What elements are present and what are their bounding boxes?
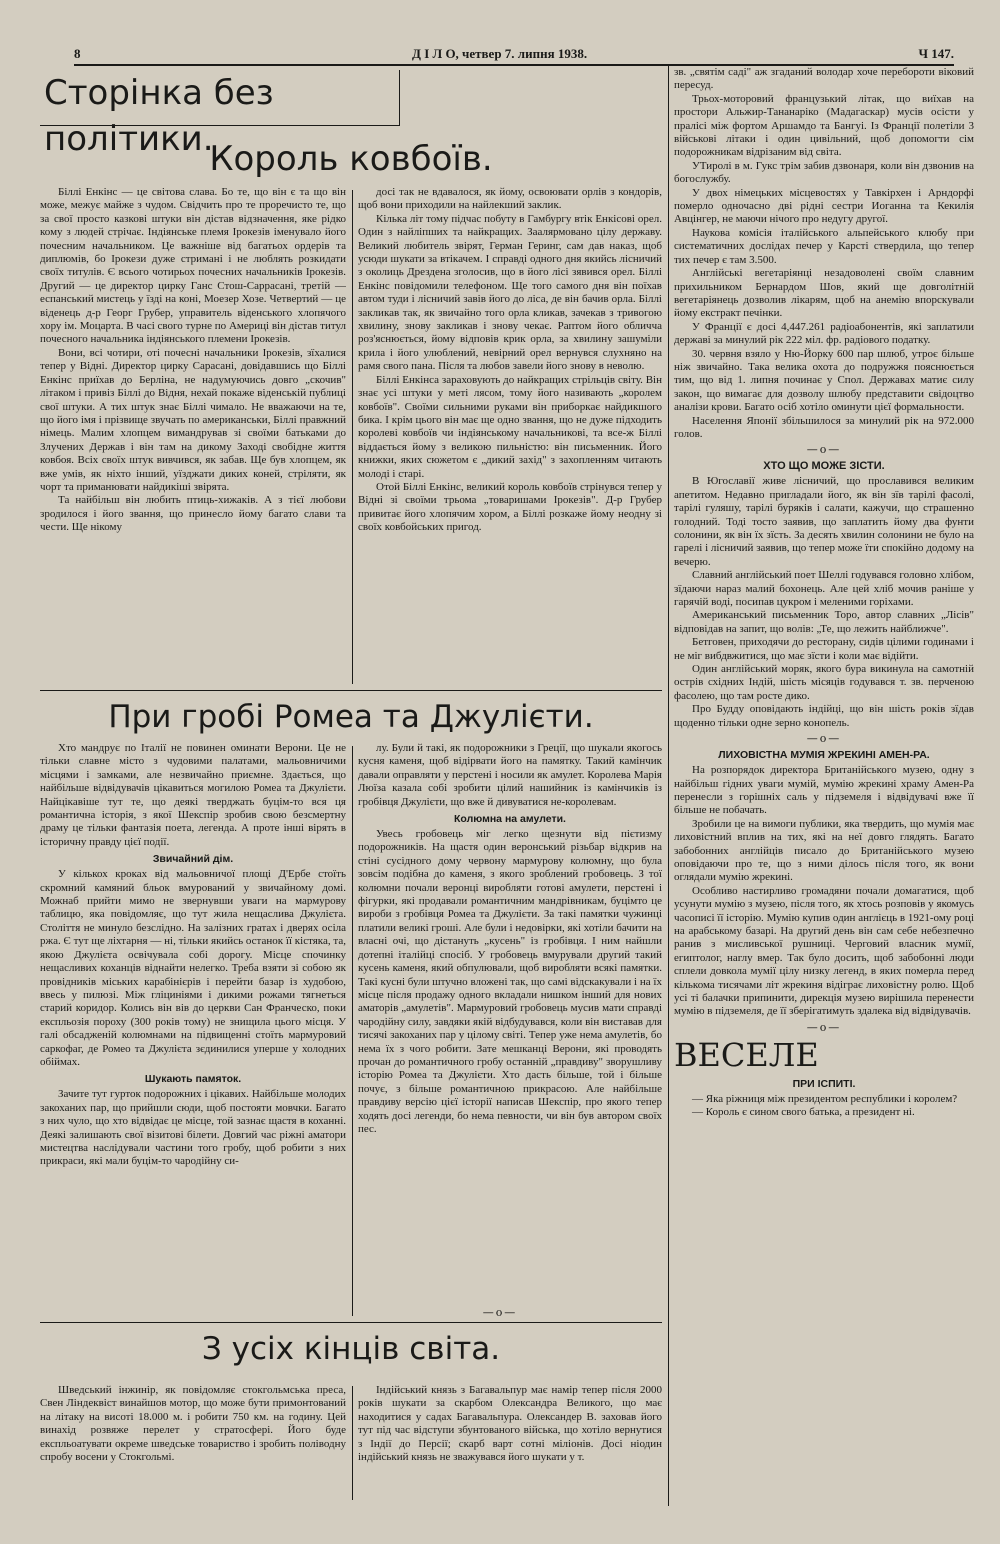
paragraph: Індійський князь з Багавальпур має намір тепер після 2000 років шукати за скарбом Олександра Великого, що має находитися у садах Багавальпура. Олександер В. заховав його тут під час відступи збунтованого війська, що хотіло вернутися з Індії до Персії; скарб варт сотні міліонів. Досі ніодин індійський князь не зважувався його шукати у т. bbox=[358, 1384, 662, 1464]
column-rule bbox=[352, 190, 353, 684]
news-item: Англійські вегетаріянці незадоволені своїм славним прихильником Бернардом Шов, який ще довголітній вегетаріянець дозволив лікарям, щоб на анемію впорскували йому екстракт печінки. bbox=[674, 267, 974, 320]
jokes-subheading: ПРИ ІСПИТІ. bbox=[792, 1077, 856, 1090]
paragraph: Особливо настирливо громадяни почали домагатися, щоб усунути мумію з музею, після того, як хтось розповів у якомусь часописі її історію. Мумію купив один англієць в 1921-ому році на арабському базарі. На другий день він сам себе небезпечно ранив з мисливської рушниці. Черговий власник мумії, египтолог, наглу вмер. Так було досить, щоб забобонні люди сплели довкола мумії цілу низку легенд, в яких померла перед кількома тисячами літ жрекиня відіграє лиховістну ролю. Щоб усі ті балачки припинити, дирекція музею вирішила перенести мумію в підземеля, де її зберігатимуть здалека від відвідувачів. bbox=[674, 884, 974, 1018]
paragraph: Хто мандрує по Італії не повинен оминати Верони. Це не тільки славне місто з чудовими палатами, мальовничими місцями і замками, але незвичайно приємне. Здається, що найбільше відвідувачів цікавиться могилою Ромеа та Джулієти. Найцікавіше тут те, що деякі тверджать буцім-то вся ця романтична історія, з якої Шекспір зробив свою безсмертну драму це тільки фантазія поета, легенда. А проте інші вірять в історичну правду цієї події. bbox=[40, 742, 346, 848]
joke-line: — Король є сином свого батька, а президент ні. bbox=[692, 1106, 915, 1119]
joke-line: — Яка ріжниця між президентом республики і королем? bbox=[692, 1092, 958, 1105]
horizontal-rule bbox=[40, 690, 662, 691]
paragraph: Кілька літ тому підчас побуту в Гамбургу втік Енкісові орел. Один з найліпших та найкращих. Заалярмовано цілу державу. Великий любитель звірят, Герман Геринг, сам дав наказ, щоб усюди шукати за втікачем. І справді одного дня якийсь лісничий з околиць Дрездена зголосив, що в його лісі зявився орел. Біллі Енкінс повідомили телефоном. Ще того самого дня він поїхав автом туди і лісничий завів його до ліса, де він бачив орла. Біллі закликав так, як звичайно того орла кликав, зачекав з тривогою хвилину, знову закликав і знову чекає. Раптом його обличча роз'яснюється, йому відповів крик орла, за хвилину зашуміли крила і його улюблений, невірний орел вернувся слухняно на рамя свого пана. Після та любов завели його знову в неволю. bbox=[358, 212, 662, 373]
issue-number: Ч 147. bbox=[918, 46, 954, 61]
paragraph: Біллі Енкінса зараховують до найкращих стрільців світу. Він знає усі штуки у меті лясом, тому його називають „королем ковбоїв". Своїми сильними руками він приборкає найдикшого бика. І крім цього він має ще одно звання, що не дуже підходить королеві ковбоїв чи індіянському начальникові, та все-ж Біллі віддається йому з великою пильністю: він письменник. Його книжки, яких сюжетом є „дикий захід" з захопленням читають молоді і старі. bbox=[358, 373, 662, 480]
news-item: 30. червня взяло у Ню-Йорку 600 пар шлюб, утроє більше ніж звичайно. Така велика охота до подружжя пояснюється тим, що від 1. липня починає у Спол. Державах матиє силу закон, що вимагає для дозволу шлюбу представити свідоцтво аналізи крови. Багато осіб хотіло оминути цієї формальности. bbox=[674, 347, 974, 414]
paragraph: Про Будду оповідають індійці, що він шість років зїдав щоденно тільки одне зерно конопель. bbox=[674, 703, 974, 729]
paragraph: Зробили це на вимоги публики, яка твердить, що мумія має лиховістний вплив на тих, які на неї довго глядять. Багато забобонних англійців писало до Британійського музею оповідаючи про те, що з ними ділось після того, як вони оглядали мумію жрекині. bbox=[674, 817, 974, 884]
paragraph: лу. Були й такі, як подорожники з Греції, що шукали якогось кусня каменя, щоб відірвати його на памятку. Такий камінчик давали оправляти у перстені і носили як амулет. Королева Марія Люїза казала собі зробити цілий нашийник із камінчиків із гробівця Джулієти, що вже й дивуватися не-королевам. bbox=[358, 742, 662, 808]
paragraph: Бетговен, приходячи до ресторану, сидів цілими годинами і не міг вибдвжитися, що має зїсти і коли має відійти. bbox=[674, 636, 974, 662]
paragraph: На розпорядок директора Британійського музею, одну з найбільш гідних уваги мумій, мумію жрекині храму Амен-Ра перенесли з горішніх саль у підземеля і відвідувачі вже її більше не побачать. bbox=[674, 764, 974, 817]
paragraph: досі так не вдавалося, як йому, освоювати орлів з кондорів, щоб вони приходили на найлекший заклик. bbox=[358, 186, 662, 212]
paragraph: Шведський інжинір, як повідомляє стокгольмська преса, Свен Ліндеквіст винайшов мотор, що може бути примонтований на літаку на висоті 18.000 м. і робити 750 км. на годину. Цей винахід розвяже перелет у стратосфері. Його буде експльоатувати окреме шведське товариство і зробить поліводну спробу восени у Стокгольмі. bbox=[40, 1384, 346, 1464]
section-heading-box bbox=[40, 70, 400, 159]
subheading-mummy: ЛИХОВІСТНА МУМІЯ ЖРЕКИНІ АМЕН-РА. bbox=[718, 749, 930, 762]
paragraph: Та найбільш він любить птиць-хижаків. А з тієї любови зродилося і його звання, що принесло йому багато слави та чести. Ще нікому bbox=[40, 494, 346, 534]
article-title-cowboy: Король ковбоїв. bbox=[209, 139, 493, 179]
article-title-romeo: При гробі Ромеа та Джулієти. bbox=[108, 699, 594, 735]
paragraph: Отой Біллі Енкінс, великий король ковбоїв стрінувся тепер у Відні зі своїми трьома „товаришами Ірокезів". Д-р Грубер привитає його хлопячим хором, а Біллі розкаже йому неодну зі своїх ковбойських пригод. bbox=[358, 480, 662, 534]
column-rule bbox=[668, 66, 669, 1506]
news-item: Населення Японії збільшилося за минулий рік на 972.000 голов. bbox=[674, 414, 974, 440]
right-column bbox=[674, 66, 974, 1506]
paragraph: Вони, всі чотири, отi почесні начальники Ірокезів, зїхалися тепер у Відні. Директор цирку Сарасані, довідавшись що Біллі Енкінс приїхав до Берліна, не надумуючись довго „скочив" літаком і привіз Біллі до Відня, нехай покаже віденській публиці свої штуки. А тих штук знає Біллі чимало. Не вважаючи на те, що його імя і прізвище звучать по американськи, Біллі правжний німець. Малим хлопцем вимандрував зі своїми батьками до Злучених Держав і він там на дикому Заході свобідне життя ковбоя. Всіх своїх штук вивчився, як забав. Ще був хлопцем, як вже умів, як ніхто інший, уїзджати диких коней, стріляти, як чорт та приманювати найдикіші звірята. bbox=[40, 346, 346, 493]
cowboy-column-1 bbox=[40, 186, 346, 686]
world-column-2 bbox=[358, 1384, 662, 1504]
news-item: У Франції є досі 4,447.261 радіоабонентів, які заплатили державі за минулий рік 222 міл. фр. радіового податку. bbox=[674, 320, 974, 347]
news-item: У двох німецьких місцевостях у Тавкірхен і Арндорфі померло одночасно дві рідні сестри Иоганна та Кекилія Авцінгер, не маючи нічого про недугу другої. bbox=[674, 186, 974, 226]
subheading: Звичайний дім. bbox=[152, 853, 234, 866]
column-rule bbox=[352, 746, 353, 1316]
divider-mark: —о— bbox=[806, 1020, 842, 1034]
column-rule bbox=[352, 1386, 353, 1500]
section-title: Сторінка без політики. bbox=[44, 73, 274, 159]
divider-mark: —о— bbox=[482, 1306, 518, 1319]
masthead: Д І Л О, четвер 7. липня 1938. bbox=[412, 46, 588, 61]
news-item: Трьох-моторовий французький літак, що виїхав на простори Альжир-Тананаріко (Мадагаскар) мусів осісти у пралісі між фортом Аршамдо та Бангуі. Із Франції полетіли 3 військові літаки і один цивільний, щоб допомогти сім подорожникам відрізаним від світа. bbox=[674, 92, 974, 159]
news-item: УТиролі в м. Гукс трім забив дзвонаря, коли він дзвонив на богослужбу. bbox=[674, 159, 974, 186]
paragraph: У кількох кроках від мальовничої площі Д'Ербе стоїть скромний камяний бльок вмурований у звичайному домі. Можнаб прийти мимо не звернувши уваги на мармурову таблицю, яка повідомляє, що тут жила нещаслива Джулієта. Століття не минуло безслідно. На залізних гратах і дверях осіла ржа. Є тут ще ліхтарня — ні, тільки якийсь останок її кістяка, та, якою Джулієта освічувала собі дорогу. Місце спочинку нещасливих коханців віднайти нелегко. Треба взяти зі собою як провідників міських карабінієрів і перейти базар із худобою, ввесь у пилюзі. Між гліциніями і дикими рожами тягнеться старий коридор. Колись він вів до церкви Сан Франческо, поки експльозія пороху (300 років тому) не знищила цього місця. У галі обсадженій колюмнами на підвищенні стоїть мармуровий саркофаг, де Ромео та Джулієта зєдинилися уперше у холодних обіймах. bbox=[40, 868, 346, 1068]
article-title-world: З усіх кінців світа. bbox=[201, 1331, 501, 1367]
romeo-column-1 bbox=[40, 742, 346, 1318]
cowboy-column-2 bbox=[358, 186, 662, 686]
news-item: Наукова комісія італійського альпейського клюбу при систематичних дослідах печер у Карсті ствердила, що тепер тих печер є там 3.500. bbox=[674, 226, 974, 266]
paragraph: В Югославії живе лісничий, що прославився великим апетитом. Недавно пригладали його, як він зїв тарілі фасолі, тарілі гуляшу, тарілі буряків і салати, кажучи, що страшенно голодний. Тоді тоcто заявив, що заплатить йому два фунти солонини, як він їх зїсть. За десять хвилин солонини не було на гарелі і лісничий заявив, що тепер може їти спокійно додому на вечерю. bbox=[674, 475, 974, 568]
paragraph: Зачите тут гурток подорожних і цікавих. Найбільше молодих закоханих пар, що прийшли сюди, щоб постояти мовчки. Багато з них чуло, що хто відвідає це місце, той зазнає щастя в коханні. Деякі залишають свої візитові білети. Довгий час ріжні аматори мистецтва наслідували частини того гробу, щоб робити з них прикраси, які мали буцім-то чародійну си- bbox=[40, 1088, 346, 1168]
divider-mark: —о— bbox=[806, 443, 842, 457]
subheading: Колюмна на амулети. bbox=[454, 813, 566, 826]
paragraph: Один англійський моряк, якого бура викинула на самотній острів східних Індій, шість місяців годувався т. зв. перченою фасолею, що там росте дико. bbox=[674, 663, 974, 702]
jokes-title: ВЕСЕЛЕ bbox=[674, 1035, 819, 1074]
page-number: 8 bbox=[74, 46, 81, 61]
horizontal-rule bbox=[40, 1322, 662, 1323]
world-column-1 bbox=[40, 1384, 346, 1504]
paragraph: Славний англійський поет Шеллі годувався головно хлібом, зїдаючи нараз малий бохонець. Але цей хліб мочив раніше у гарячій воді, посипав цукром і меленими горіхами. bbox=[674, 569, 974, 609]
running-header bbox=[74, 46, 954, 66]
romeo-column-2 bbox=[358, 742, 662, 1314]
paragraph: Американський письменник Торо, автор славних „Лісів" відповідав на запит, що волів: „Те, що лежить найближче". bbox=[674, 609, 974, 635]
subheading: Шукають памяток. bbox=[144, 1073, 242, 1086]
subheading-eat: ХТО ЩО МОЖЕ ЗІСТИ. bbox=[763, 460, 885, 473]
paragraph: Увесь гробовець міг легко щезнути від пієтизму подорожників. На щастя один веронський різьбар відкрив на стіні сусідного дому червону мармурову колюмну, що була зовсім подібна до каменя, з якого зроблений гробовець. З тої колюмни почали веронці виробляти готові амулети, перстені і фігурки, які продавали романтичним мандрівникам, буцімто це вироби з гробівця Ромеа та Джулієти. За такі памятки чужинці платили великі гроші. Але були і недовірки, які хотіли бачити на власні очі, що дістануть „кусень" із гробівця. І ним найшли дотепні італійці спосіб. У гробовець вмурували другий такий кусень каменя, який обпулювали, щоб виробляти всякі памятки. Такі кусні були штучно вложені так, що самі відскакували і на їх місце після продажу одного вкладали нишком інший для нових аматорів „амулетів". Мармуровий гробовець мусив мати справді чародійну силу, завдяки якій відбудувався, коли він виставав для тисячі закоханих пар у цілому світі. Тепер уже нема амулетів, бо нема їх з чого робити. Зате мешканці Верони, які проводять прочан до романтичного гробу останній „правдиву" зворушливу історію Ромеа та Джулієти. Хто дасть більше, той і більше почує, з більше романтичною прикрасою. Але найбільше правдиву версію цієї історії написав Шекспір, про якого тепер ходять досі легенди, бо нема певности, чи він був автором своїх пес. bbox=[358, 828, 662, 1135]
paragraph: Біллі Енкінс — це світова слава. Бо те, що він є та що він може, межує майже з чудом. Свідчить про те проречисто те, що за свої просто казкові штуки він дістав відзначення, яке рідко кому з людей стрічає. Індіянське племя Ірокезів іменувало його почесним начальником. Це важніше від багатьох ордерів та диплюмів, бо Ірокези дуже стримані і не люблять розкидати своїх титулів. Є всього чотирьох почесних начальників Ірокезів. Другий — це директор цирку Ганс Стош-Саррасані, третій — еспанський мистець у їзді на коні, Моезер Хозе. Четвертий — це віденець д-р Георг Грубер, управитель віденського хлопячого хору ім. Моцарта. В часі свого турне по Америці він дістав титул почесного начальника індіянського племени Ірокезів. bbox=[40, 186, 346, 346]
divider-mark: —о— bbox=[806, 732, 842, 746]
news-item: зв. „святім саді" аж згаданий володар хоче перебороти віковий пересуд. bbox=[674, 66, 974, 92]
